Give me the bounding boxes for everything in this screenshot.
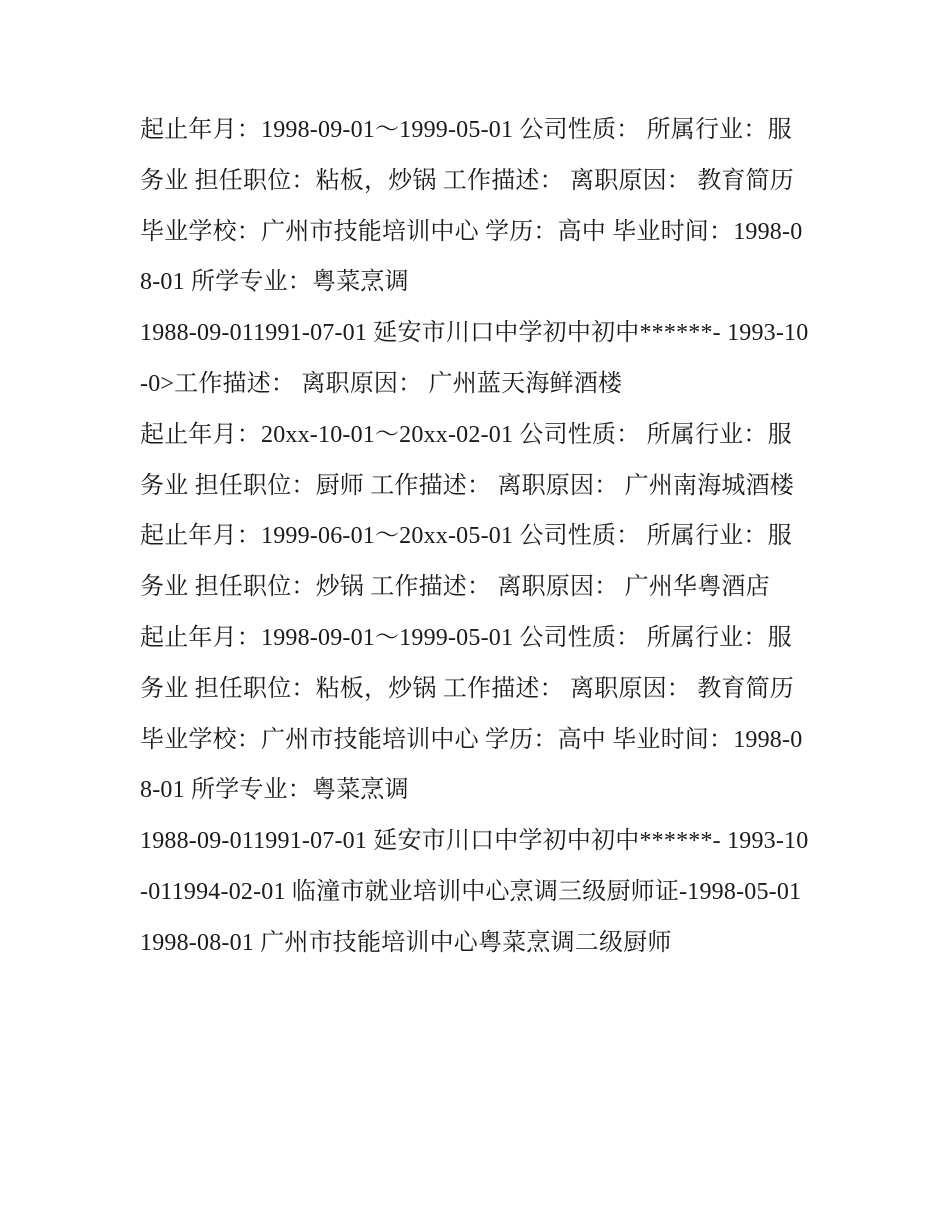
document-body xyxy=(140,105,810,969)
work-entry-paragraph: 起止年月：1998-09-01～1999-05-01 公司性质： 所属行业：服务业 担任职位：粘板，炒锅 工作描述： 离职原因： 教育简历 xyxy=(140,624,794,702)
education-history-paragraph: 1988-09-011991-07-01 延安市川口中学初中初中******- 1993-10-011994-02-01 临潼市就业培训中心烹调三级厨师证-1998-05-011998-08-01 广州市技能培训中心粤菜烹调二级厨师 xyxy=(140,828,809,956)
education-paragraph: 毕业学校：广州市技能培训中心 学历：高中 毕业时间：1998-08-01 所学专业：粤菜烹调 xyxy=(140,726,803,804)
education-history-paragraph: 1988-09-011991-07-01 延安市川口中学初中初中******- 1993-10-0>工作描述： 离职原因： 广州蓝天海鲜酒楼 xyxy=(140,320,809,397)
education-paragraph: 毕业学校：广州市技能培训中心 学历：高中 毕业时间：1998-08-01 所学专业：粤菜烹调 xyxy=(140,218,803,296)
work-entry-paragraph: 起止年月：20xx-10-01～20xx-02-01 公司性质： 所属行业：服务业 担任职位：厨师 工作描述： 离职原因： 广州南海城酒楼 xyxy=(140,421,794,499)
work-entry-paragraph: 起止年月：1999-06-01～20xx-05-01 公司性质： 所属行业：服务业 担任职位：炒锅 工作描述： 离职原因： 广州华粤酒店 xyxy=(140,523,792,601)
work-entry-paragraph: 起止年月：1998-09-01～1999-05-01 公司性质： 所属行业：服务业 担任职位：粘板，炒锅 工作描述： 离职原因： 教育简历 xyxy=(140,117,794,194)
